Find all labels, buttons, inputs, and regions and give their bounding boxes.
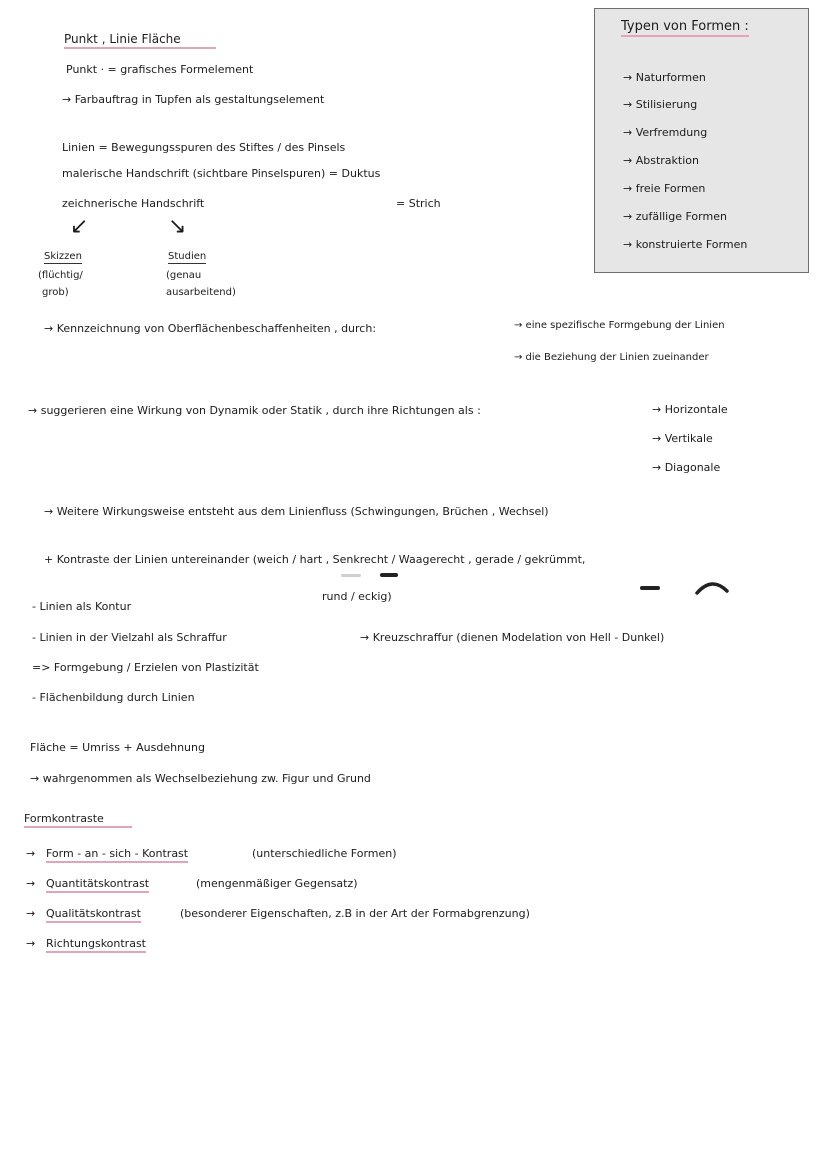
wahrgenommen-line: → wahrgenommen als Wechselbeziehung zw. Figur und Grund	[30, 772, 371, 785]
typen-box-title: Typen von Formen :	[621, 19, 749, 37]
skizzen-label: Skizzen	[44, 251, 82, 262]
kontraste-line-2: rund / eckig)	[322, 590, 392, 603]
studien-label: Studien	[168, 251, 207, 262]
form-an-sich-kontrast: Form - an - sich - Kontrast	[46, 847, 188, 863]
section-title-punkt-linie-flaeche: Punkt , Linie Fläche	[64, 32, 216, 49]
arrow-down-left-icon: ↙	[70, 214, 89, 239]
linien-definition: Linien = Bewegungsspuren des Stiftes / des Pinsels	[62, 141, 346, 154]
suggerieren-line: → suggerieren eine Wirkung von Dynamik oder Statik , durch ihre Richtungen als :	[28, 404, 481, 417]
zeichnerische-handschrift: zeichnerische Handschrift	[62, 197, 205, 210]
skizzen-note-2: grob)	[42, 287, 69, 298]
flaechenbildung: - Flächenbildung durch Linien	[32, 691, 195, 704]
weitere-wirkungsweise: → Weitere Wirkungsweise entsteht aus dem Linienfluss (Schwingungen, Brüchen , Wechsel)	[44, 505, 549, 518]
quantitaetskontrast-desc: (mengenmäßiger Gegensatz)	[196, 877, 358, 890]
formkontraste-title: Formkontraste	[24, 812, 132, 828]
arrow-down-right-icon: ↘	[168, 214, 187, 239]
typen-item-verfremdung: → Verfremdung	[623, 126, 708, 139]
studien-note-1: (genau	[166, 270, 202, 281]
kennzeichnung-option-beziehung: → die Beziehung der Linien zueinander	[514, 352, 709, 363]
skizzen-note-1: (flüchtig/	[38, 270, 83, 281]
punkt-definition: Punkt · = grafisches Formelement	[66, 63, 254, 76]
kennzeichnung-option-formgebung: → eine spezifische Formgebung der Linien	[514, 320, 725, 331]
typen-von-formen-box	[594, 8, 809, 273]
arrow-right-icon: →	[26, 907, 36, 920]
direction-horizontale: → Horizontale	[652, 403, 728, 416]
hart-stroke-sample	[380, 573, 398, 577]
typen-item-konstruierte-formen: → konstruierte Formen	[623, 238, 748, 251]
malerische-handschrift: malerische Handschrift (sichtbare Pinselspuren) = Duktus	[62, 167, 381, 180]
kontraste-line-1: + Kontraste der Linien untereinander (weich / hart , Senkrecht / Waagerecht , gerade / gekrümmt,	[44, 553, 586, 566]
kreuzschraffur: → Kreuzschraffur (dienen Modelation von Hell - Dunkel)	[360, 631, 665, 644]
arrow-right-icon: →	[26, 937, 36, 950]
gerade-stroke-sample	[640, 586, 660, 590]
typen-item-abstraktion: → Abstraktion	[623, 154, 699, 167]
quantitaetskontrast: Quantitätskontrast	[46, 877, 149, 893]
qualitaetskontrast-desc: (besonderer Eigenschaften, z.B in der Art der Formabgrenzung)	[180, 907, 530, 920]
studien-note-2: ausarbeitend)	[166, 287, 236, 298]
arrow-right-icon: →	[26, 877, 36, 890]
farbauftrag-line: → Farbauftrag in Tupfen als gestaltungselement	[62, 93, 325, 106]
weich-stroke-sample	[341, 574, 361, 577]
typen-item-zufaellige-formen: → zufällige Formen	[623, 210, 727, 223]
linien-als-kontur: - Linien als Kontur	[32, 600, 132, 613]
arrow-right-icon: →	[26, 847, 36, 860]
typen-item-naturformen: → Naturformen	[623, 71, 706, 84]
richtungskontrast: Richtungskontrast	[46, 937, 146, 953]
flaeche-definition: Fläche = Umriss + Ausdehnung	[30, 741, 205, 754]
formgebung-plastizitaet: => Formgebung / Erzielen von Plastizität	[32, 661, 259, 674]
strich-label: = Strich	[396, 197, 441, 210]
qualitaetskontrast: Qualitätskontrast	[46, 907, 141, 923]
direction-diagonale: → Diagonale	[652, 461, 721, 474]
typen-item-freie-formen: → freie Formen	[623, 182, 706, 195]
typen-item-stilisierung: → Stilisierung	[623, 98, 698, 111]
kennzeichnung-line: → Kennzeichnung von Oberflächenbeschaffenheiten , durch:	[44, 322, 377, 335]
direction-vertikale: → Vertikale	[652, 432, 713, 445]
form-an-sich-kontrast-desc: (unterschiedliche Formen)	[252, 847, 397, 860]
linien-als-schraffur: - Linien in der Vielzahl als Schraffur	[32, 631, 227, 644]
gekruemmt-stroke-sample	[694, 578, 730, 596]
